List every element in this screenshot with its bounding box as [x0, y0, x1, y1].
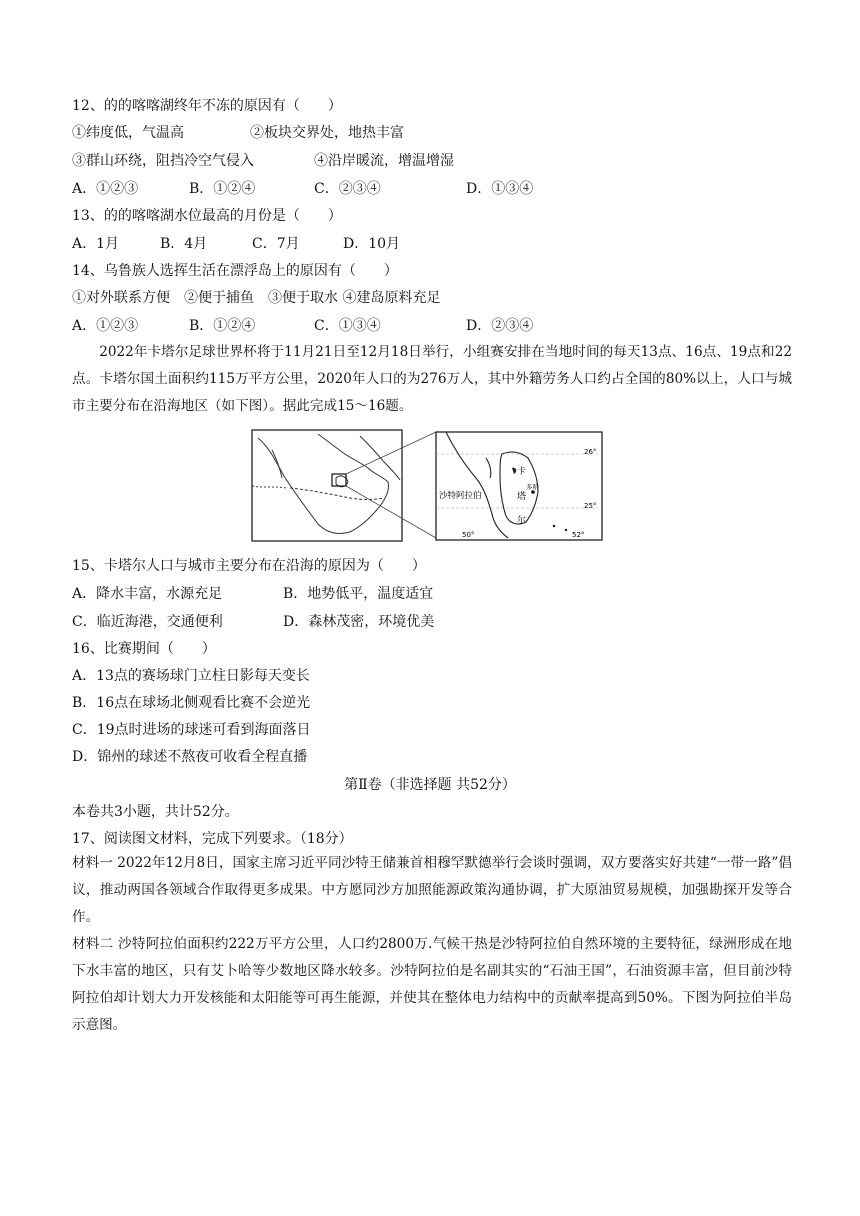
q17-stem: 17、阅读图文材料，完成下列要求。（18分） [72, 831, 353, 847]
q17-materials [72, 850, 792, 1039]
q12-item-4: ④沿岸暖流，增温增湿 [314, 153, 454, 169]
q12-item-3: ③群山环绕，阻挡冷空气侵入 [72, 153, 254, 169]
q16-option-a: A．13点的赛场球门立柱日影每天变长 [72, 668, 310, 684]
q16-option-b: B．16点在球场北侧观看比赛不会逆光 [72, 695, 311, 711]
q14-option-a: A．①②③ [72, 318, 139, 334]
q17-material-1: 材料一 2022年12月8日，国家主席习近平同沙特王储兼首相穆罕默德举行会谈时强调，双方要落实好共建“一带一路”倡议，推动两国各领域合作取得更多成果。中方愿同沙方加照能源政策沟通协调，扩大原油贸易规模，加强勘探开发等合作。 [72, 855, 792, 925]
q14-items: ①对外联系方便 ②便于捕鱼 ③便于取水 ④建岛原料充足 [72, 290, 441, 306]
q15-option-d: D．森林茂密，环境优美 [283, 614, 435, 630]
label-doha: 多哈 [526, 483, 539, 491]
small-island-dot [565, 529, 567, 531]
label-qatar-2: 塔 [517, 492, 527, 502]
q14-stem: 14、乌鲁族人选挥生活在漂浮岛上的原因有（ ） [72, 263, 398, 279]
lon-50: 50° [462, 531, 475, 539]
section-2-title: 第Ⅱ卷（非选择题 共52分） [344, 777, 516, 793]
q14-option-c: C．①③④ [314, 318, 381, 334]
q12-stem: 12、的的喀喀湖终年不冻的原因有（ ） [72, 98, 342, 114]
q15-stem: 15、卡塔尔人口与城市主要分布在沿海的原因为（ ） [72, 558, 426, 574]
q17-material-2: 材料二 沙特阿拉伯面积约222万平方公里，人口约2800万.气候干热是沙特阿拉伯自然环境的主要特征，绿洲形成在地下水丰富的地区，只有艾卜哈等少数地区降水较多。沙特阿拉伯是名副其实的“石油王国”，石油资源丰富，但目前沙特阿拉伯却计划大力开发核能和太阳能等可再生能源，并使其在整体电力结构中的贡献率提高到50%。下图为阿拉伯半岛示意图。 [72, 936, 792, 1033]
region-map-frame [252, 430, 402, 541]
qatar-location-map [250, 428, 606, 548]
q12-item-2: ②板块交界处，地热丰富 [250, 125, 404, 141]
q14-option-b: B．①②④ [189, 318, 256, 334]
lat-26: 26° [584, 448, 597, 456]
q16-stem: 16、比赛期间（ ） [72, 641, 216, 657]
lon-52: 52° [572, 531, 585, 539]
q12-option-c: C．②③④ [314, 181, 381, 197]
q13-option-c: C．7月 [252, 236, 300, 252]
q15-option-b: B．地势低平，温度适宜 [283, 586, 434, 602]
passage-qatar-text: 2022年卡塔尔足球世界杯将于11月21日至12月18日举行，小组赛安排在当地时间的每天13点、16点、19点和22点。卡塔尔国土面积约115万平方公里，2020年人口的为276万人，其中外籍劳务人口约占全国的80%以上，人口与城市主要分布在沿海地区（如下图）。据此完成15～16题。 [72, 344, 792, 414]
q12-option-b: B．①②④ [189, 181, 256, 197]
q12-option-d: D．①③④ [466, 181, 534, 197]
q15-option-a: A．降水丰富，水源充足 [72, 586, 223, 602]
q15-option-c: C．临近海港，交通便利 [72, 614, 223, 630]
label-saudi-arabia: 沙特阿拉伯 [439, 491, 482, 501]
section-2-note: 本卷共3小题，共计52分。 [72, 804, 239, 820]
small-island-dot [553, 525, 555, 527]
q12-item-1: ①纬度低，气温高 [72, 125, 184, 141]
passage-qatar [72, 339, 792, 420]
q13-option-a: A．1月 [72, 236, 120, 252]
q13-option-d: D．10月 [343, 236, 401, 252]
label-qatar-1: 卡 [517, 467, 527, 477]
q12-option-a: A．①②③ [72, 181, 139, 197]
q13-option-b: B．4月 [160, 236, 208, 252]
q13-stem: 13、的的喀喀湖水位最高的月份是（ ） [72, 208, 342, 224]
label-qatar-3: 尔 [517, 516, 527, 526]
lat-25: 25° [584, 502, 597, 510]
q14-option-d: D．②③④ [466, 318, 534, 334]
q16-option-d: D．锦州的球述不熬夜可收看全程直播 [72, 749, 308, 765]
q16-option-c: C．19点时进场的球迷可看到海面落日 [72, 722, 311, 738]
